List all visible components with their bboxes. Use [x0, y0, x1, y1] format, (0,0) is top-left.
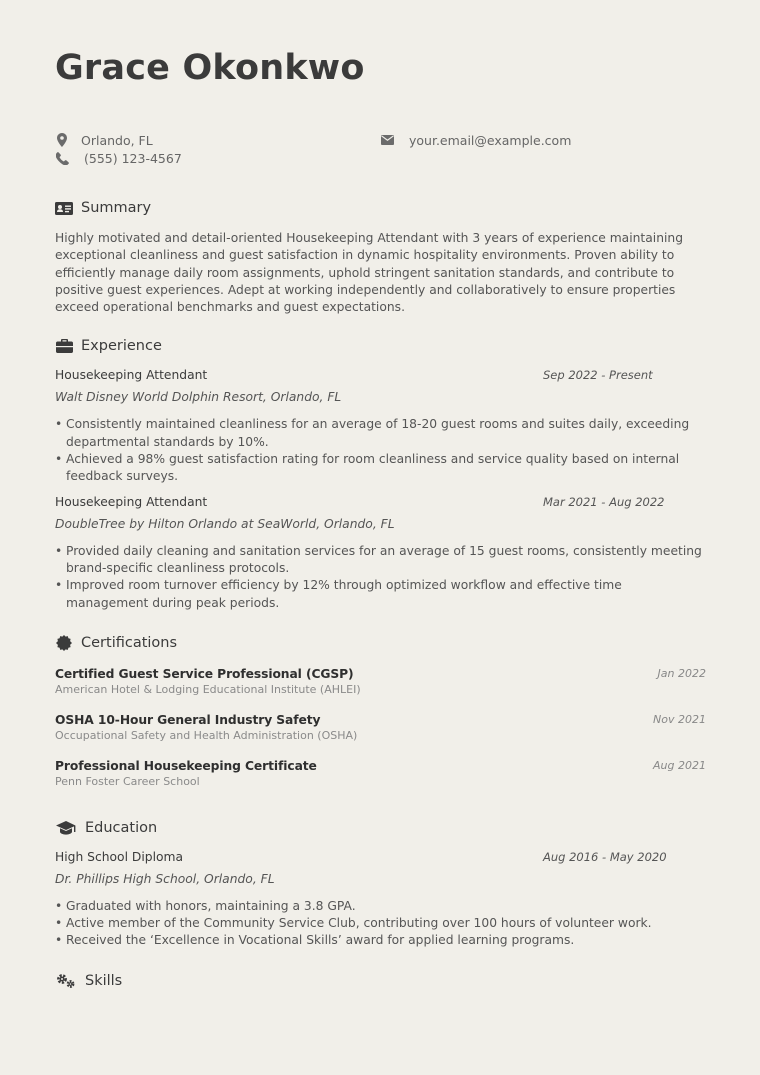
school-name: Dr. Phillips High School, Orlando, FL	[55, 871, 275, 886]
job-bullets	[55, 543, 705, 612]
list-item: • Active member of the Community Service Club, contributing over 100 hours of volunteer work.	[66, 915, 705, 932]
cert-issuer: Penn Foster Career School	[55, 774, 200, 788]
education-entry	[55, 850, 705, 950]
education-title: Education	[85, 819, 158, 836]
briefcase-icon	[55, 337, 73, 355]
certifications-heading	[55, 633, 705, 653]
education-section	[55, 818, 705, 950]
location-text: Orlando, FL	[81, 132, 153, 148]
graduation-cap-icon	[55, 819, 77, 837]
contact-location	[55, 131, 153, 149]
summary-title: Summary	[81, 200, 152, 216]
certifications-title: Certifications	[81, 634, 178, 651]
job-date: Mar 2021 - Aug 2022	[543, 494, 665, 509]
degree-title: High School Diploma	[55, 849, 184, 864]
list-item	[55, 759, 760, 805]
phone-icon	[55, 151, 69, 165]
cert-name: Certified Guest Service Professional (CGSP)	[55, 666, 354, 681]
cert-name: Professional Housekeeping Certificate	[55, 758, 317, 773]
summary-text: Highly motivated and detail-oriented Housekeeping Attendant with 3 years of experience maintaining exceptional cleanliness and guest satisfaction in dynamic hospitality environments. Proven ability to efficiently manage daily room assignments, uphold stringent sanitation standards, and contribute to positive guest experiences. Adept at working independently and collaboratively to ensure properties exceed operational benchmarks and guest expectations.	[55, 231, 683, 315]
cert-date: Nov 2021	[653, 712, 706, 726]
experience-entry	[55, 368, 705, 485]
experience-title: Experience	[81, 338, 162, 355]
job-employer: DoubleTree by Hilton Orlando at SeaWorld, Orlando, FL	[55, 516, 395, 531]
certificate-badge-icon	[55, 634, 73, 652]
contact-phone	[55, 149, 182, 167]
contact-email[interactable]	[380, 131, 571, 149]
cert-name: OSHA 10-Hour General Industry Safety	[55, 712, 321, 727]
entry-header	[55, 368, 705, 386]
list-item: • Achieved a 98% guest satisfaction rating for room cleanliness and service quality based on internal feedback surveys.	[66, 451, 705, 486]
list-item: • Provided daily cleaning and sanitation services for an average of 15 guest rooms, consistently meeting brand-specific cleanliness protocols.	[66, 543, 705, 578]
skills-section	[55, 971, 705, 991]
job-date: Sep 2022 - Present	[543, 368, 653, 383]
list-item: • Graduated with honors, maintaining a 3.8 GPA.	[66, 898, 705, 915]
candidate-name: Grace Okonkwo	[55, 48, 365, 88]
education-heading	[55, 818, 705, 838]
cert-date: Aug 2021	[653, 758, 706, 772]
certifications-section	[55, 633, 705, 805]
id-card-icon	[55, 199, 73, 217]
contact-block	[55, 133, 705, 173]
map-pin-icon	[55, 133, 69, 147]
entry-header	[55, 850, 705, 868]
summary-section	[55, 198, 705, 316]
job-employer: Walt Disney World Dolphin Resort, Orlando, FL	[55, 390, 342, 405]
education-bullets	[55, 898, 705, 950]
list-item	[55, 667, 760, 713]
cert-issuer: American Hotel & Lodging Educational Institute (AHLEI)	[55, 682, 361, 696]
degree-date: Aug 2016 - May 2020	[543, 849, 667, 864]
list-item: • Received the ‘Excellence in Vocational Skills’ award for applied learning programs.	[66, 932, 705, 949]
experience-section	[55, 336, 705, 611]
skills-title: Skills	[85, 972, 123, 989]
envelope-icon	[380, 133, 394, 147]
cert-date: Jan 2022	[657, 666, 706, 680]
list-item	[55, 713, 760, 759]
certifications-list	[55, 667, 760, 805]
list-item: • Consistently maintained cleanliness for an average of 18-20 guest rooms and suites daily, exceeding departmental standards by 10%.	[66, 416, 705, 451]
entry-header	[55, 495, 705, 513]
job-title: Housekeeping Attendant	[55, 494, 208, 509]
email-text[interactable]: your.email@example.com	[409, 132, 572, 148]
skills-heading	[55, 971, 705, 991]
experience-entry	[55, 495, 705, 612]
list-item: • Improved room turnover efficiency by 12% through optimized workflow and effective time management during peak periods.	[66, 577, 705, 612]
cert-issuer: Occupational Safety and Health Administration (OSHA)	[55, 728, 358, 742]
phone-text: (555) 123-4567	[84, 150, 182, 166]
job-title: Housekeeping Attendant	[55, 368, 208, 383]
job-bullets	[55, 416, 705, 485]
gears-icon	[55, 972, 77, 990]
summary-heading	[55, 198, 705, 218]
experience-heading	[55, 336, 705, 356]
